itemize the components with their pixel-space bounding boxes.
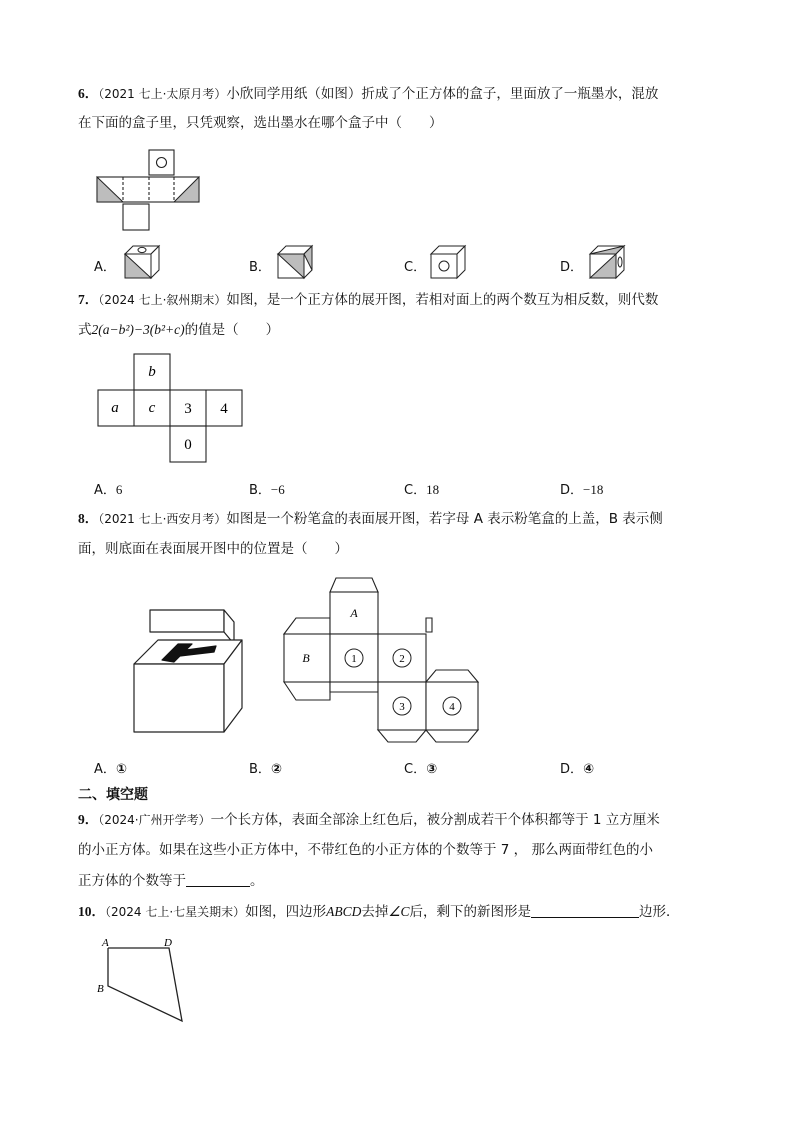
q7-text-2-suffix: 的值是（ ） <box>184 322 280 338</box>
q8-option-d-value: ④ <box>583 762 595 777</box>
q8-option-b[interactable] <box>249 758 282 777</box>
q8-net-B: B <box>302 651 310 665</box>
q9-line2: 的小正方体。如果在这些小正方体中，不带红色的小正方体的个数等于 7 ， 那么两面带红色的小 <box>78 842 653 858</box>
q8-option-a-value: ① <box>115 762 127 777</box>
q7-option-c[interactable] <box>404 479 439 498</box>
q8-option-a-label: A． <box>94 762 116 777</box>
q8-net-2: 2 <box>399 653 405 665</box>
q6-shade-left <box>97 177 123 202</box>
q6-option-d-cube <box>587 244 627 280</box>
q8-option-b-label: B． <box>249 762 271 777</box>
q7-option-c-value: 18 <box>426 482 440 497</box>
q6-option-a-cube <box>122 244 162 280</box>
q7-line2 <box>78 320 279 340</box>
q6-net-figure <box>92 148 207 232</box>
q7-net-c: c <box>148 400 156 416</box>
q8-net-A: A <box>350 606 358 620</box>
q9-text-3-suffix: 。 <box>250 873 264 889</box>
q8-chalk-box-figure <box>130 604 260 736</box>
q7-option-b[interactable] <box>249 479 285 498</box>
q6-option-a-label: A． <box>94 260 116 275</box>
q6-option-d-label: D． <box>560 260 584 275</box>
section-title-fill-blank: 二、填空题 <box>78 787 148 803</box>
q7-option-a-value: 6 <box>115 482 123 497</box>
q6-option-b-cube <box>275 244 315 280</box>
q8-option-c-value: ③ <box>426 762 438 777</box>
q7-number: 7． <box>78 292 99 307</box>
q8-option-a[interactable] <box>94 758 127 777</box>
q8-option-c[interactable] <box>404 758 437 777</box>
q6-text-1: 小欣同学用纸（如图）折成了个正方体的盒子，里面放了一瓶墨水，混放 <box>226 86 659 102</box>
q10-vertex-B: B <box>97 983 104 995</box>
q9-source: （2024·广州开学考） <box>98 813 211 827</box>
q9-line1 <box>78 810 660 830</box>
q10-angle: ∠C <box>388 904 410 919</box>
q6-option-c-label: C． <box>404 260 427 275</box>
q9-number: 9． <box>78 812 99 827</box>
q7-net-4: 4 <box>220 401 228 417</box>
q6-line2: 在下面的盒子里，只凭观察，选出墨水在哪个盒子中（ ） <box>78 115 443 131</box>
q8-option-d[interactable] <box>560 758 594 777</box>
q10-text-prefix: 如图，四边形 <box>245 904 327 920</box>
q8-number: 8． <box>78 511 99 526</box>
q6-shade-right <box>174 177 199 202</box>
q7-net-b: b <box>148 364 156 380</box>
q8-net-4: 4 <box>449 701 455 713</box>
q7-text-1: 如图，是一个正方体的展开图，若相对面上的两个数互为相反数，则代数 <box>226 292 659 308</box>
q7-option-d-value: −18 <box>583 482 604 497</box>
q7-text-2-prefix: 式 <box>78 322 92 338</box>
q9-text-1: 一个长方体，表面全部涂上红色后，被分割成若干个体积都等于 1 立方厘米 <box>210 812 660 828</box>
q6-option-c-cube <box>428 244 468 280</box>
q6-source: （2021 七上·太原月考） <box>98 87 227 101</box>
q10-text-mid: 去掉 <box>361 904 389 920</box>
q7-option-b-label: B． <box>249 483 271 498</box>
q8-line2: 面，则底面在表面展开图中的位置是（ ） <box>78 541 348 557</box>
q6-number: 6． <box>78 86 99 101</box>
q6-option-b-label: B． <box>249 260 271 275</box>
q10-answer-blank[interactable] <box>531 903 639 918</box>
q8-line1 <box>78 509 663 529</box>
q10-source: （2024 七上·七星关期末） <box>105 905 246 919</box>
q9-text-3-prefix: 正方体的个数等于 <box>78 873 186 889</box>
q8-option-c-label: C． <box>404 762 427 777</box>
q10-vertex-D: D <box>164 937 172 949</box>
q10-text-suffix: 边形． <box>639 904 680 920</box>
q6-option-a[interactable] <box>94 256 116 275</box>
q7-net-0: 0 <box>184 437 192 453</box>
q6-option-c[interactable] <box>404 256 426 275</box>
q6-option-b[interactable] <box>249 256 271 275</box>
q9-line3 <box>78 871 264 891</box>
q8-source: （2021 七上·西安月考） <box>98 512 227 526</box>
q7-net-3: 3 <box>184 401 192 417</box>
q9-answer-blank[interactable] <box>186 872 250 887</box>
q8-option-b-value: ② <box>270 762 282 777</box>
q10-quadrilateral-figure <box>94 934 190 1026</box>
q7-formula: 2(a−b²)−3(b²+c) <box>91 322 185 337</box>
q7-line1 <box>78 290 658 310</box>
q6-option-d[interactable] <box>560 256 583 275</box>
q8-net-3: 3 <box>399 701 405 713</box>
q10-quad: ABCD <box>326 904 362 919</box>
q7-option-d[interactable] <box>560 479 603 498</box>
q8-text-1: 如图是一个粉笔盒的表面展开图，若字母 A 表示粉笔盒的上盖，B 表示侧 <box>226 511 663 527</box>
q7-option-d-label: D． <box>560 483 584 498</box>
q10-vertex-A: A <box>102 937 109 949</box>
q6-line1 <box>78 84 658 104</box>
q7-net-figure <box>97 352 245 464</box>
q7-option-b-value: −6 <box>270 482 285 497</box>
q10-text-mid2: 后，剩下的新图形是 <box>409 904 532 920</box>
q8-net-figure <box>282 576 480 744</box>
q10-line1 <box>78 902 680 922</box>
q7-net-a: a <box>111 400 119 416</box>
q8-net-1: 1 <box>351 653 357 665</box>
q7-option-a[interactable] <box>94 479 122 498</box>
q7-option-c-label: C． <box>404 483 427 498</box>
q8-option-d-label: D． <box>560 762 584 777</box>
q10-number: 10． <box>78 904 105 919</box>
q7-option-a-label: A． <box>94 483 116 498</box>
q7-source: （2024 七上·叙州期末） <box>98 293 227 307</box>
